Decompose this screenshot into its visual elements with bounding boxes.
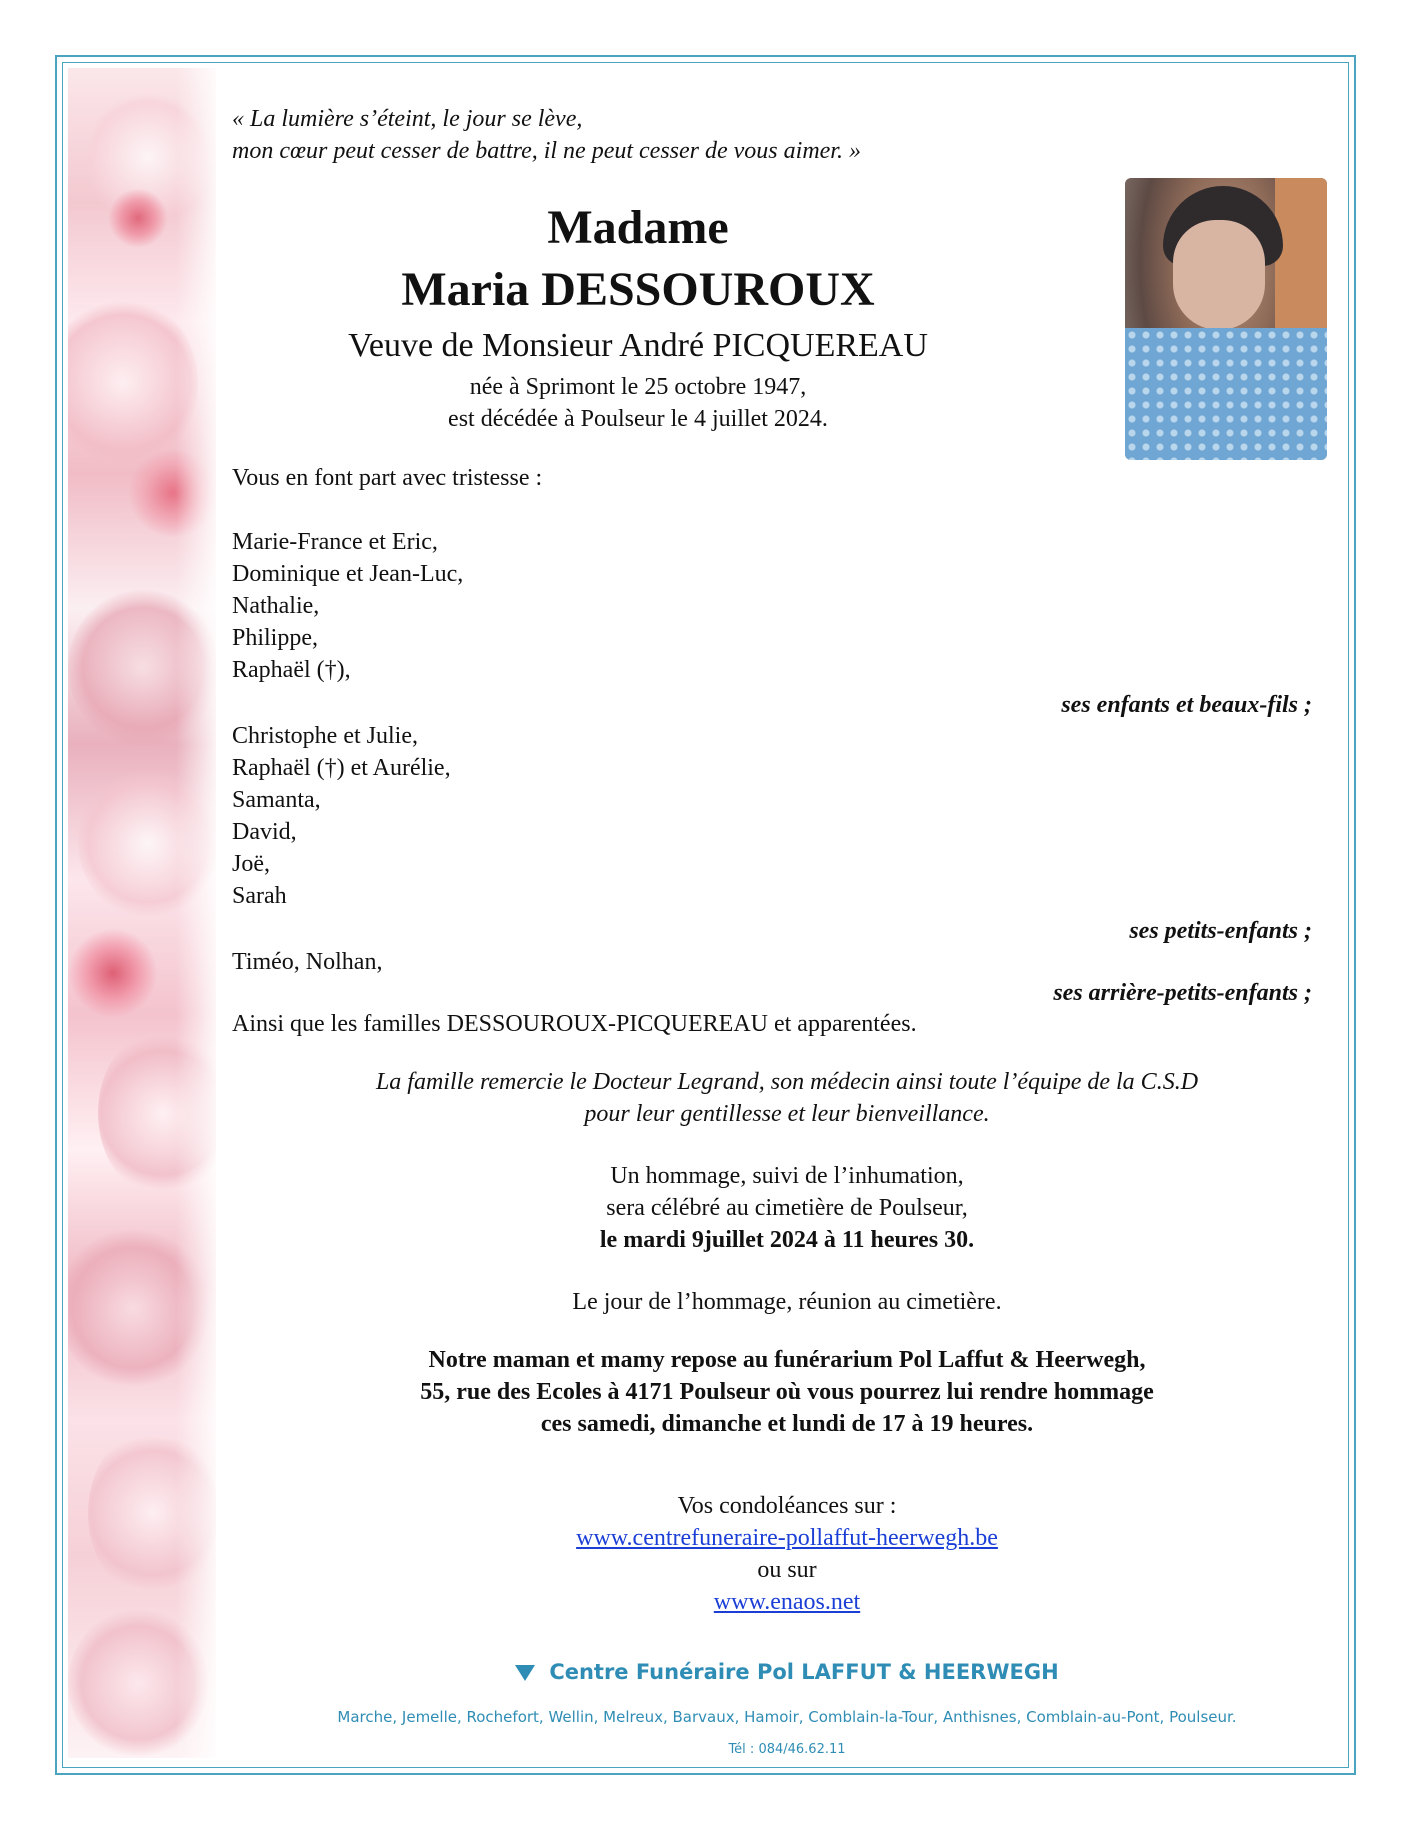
rest-line-2: 55, rue des Ecoles à 4171 Poulseur où vous pourrez lui rendre hommage bbox=[420, 1379, 1154, 1405]
list-item: Philippe, bbox=[232, 625, 319, 651]
great-grandchildren-list bbox=[232, 946, 382, 978]
ceremony-line-1: Un hommage, suivi de l’inhumation, bbox=[610, 1163, 964, 1189]
children-list bbox=[232, 526, 463, 686]
ceremony-date: le mardi 9juillet 2024 à 11 heures 30. bbox=[599, 1227, 975, 1253]
rest-line-1: Notre maman et mamy repose au funérarium Pol Laffut & Heerwegh, bbox=[428, 1347, 1146, 1373]
list-item: Raphaël (†) et Aurélie, bbox=[232, 755, 451, 781]
children-label: ses enfants et beaux-fils ; bbox=[1061, 692, 1312, 718]
death-line: est décédée à Poulseur le 4 juillet 2024. bbox=[448, 406, 828, 432]
footer-locations: Marche, Jemelle, Rochefort, Wellin, Melreux, Barvaux, Hamoir, Comblain-la-Tour, Anthisnes, Comblain-au-Pont, Poulseur. bbox=[337, 1708, 1237, 1726]
footer-company-name: Centre Funéraire Pol LAFFUT & HEERWEGH bbox=[549, 1660, 1059, 1684]
grandchildren-label: ses petits-enfants ; bbox=[1129, 918, 1312, 944]
footer-phone: Tél : 084/46.62.11 bbox=[728, 1742, 846, 1757]
intro-text: Vous en font part avec tristesse : bbox=[232, 465, 543, 491]
website-link-funeral-center[interactable]: www.centrefuneraire-pollaffut-heerwegh.be bbox=[576, 1525, 998, 1551]
list-item: Nathalie, bbox=[232, 593, 320, 619]
list-item: Dominique et Jean-Luc, bbox=[232, 561, 464, 587]
thanks-line-1: La famille remercie le Docteur Legrand, son médecin ainsi toute l’équipe de la C.S.D bbox=[375, 1069, 1199, 1095]
list-item: Samanta, bbox=[232, 787, 321, 813]
ceremony-line-2: sera célébré au cimetière de Poulseur, bbox=[606, 1195, 968, 1221]
list-item: Marie-France et Eric, bbox=[232, 529, 438, 555]
families-line: Ainsi que les familles DESSOUROUX-PICQUEREAU et apparentées. bbox=[232, 1011, 917, 1037]
list-item: Sarah bbox=[232, 883, 287, 909]
quote-line-2: mon cœur peut cesser de battre, il ne peut cesser de vous aimer. » bbox=[232, 138, 861, 164]
condolences-link-row bbox=[232, 1522, 1342, 1554]
condolences-or: ou sur bbox=[757, 1557, 817, 1583]
website-link-enaos[interactable]: www.enaos.net bbox=[713, 1589, 861, 1615]
deceased-name: Maria DESSOUROUX bbox=[401, 263, 875, 316]
cherry-blossom-image bbox=[68, 68, 216, 1758]
gathering-line: Le jour de l’hommage, réunion au cimetière. bbox=[572, 1289, 1002, 1315]
great-grandchildren-label: ses arrière-petits-enfants ; bbox=[1053, 980, 1312, 1006]
list-item: Raphaël (†), bbox=[232, 657, 351, 683]
portrait-photo bbox=[1125, 178, 1327, 460]
rest-line-3: ces samedi, dimanche et lundi de 17 à 19 heures. bbox=[540, 1411, 1034, 1437]
list-item: David, bbox=[232, 819, 297, 845]
triangle-down-icon bbox=[515, 1665, 535, 1681]
list-item: Christophe et Julie, bbox=[232, 723, 418, 749]
grandchildren-list bbox=[232, 720, 451, 912]
list-item: Joë, bbox=[232, 851, 270, 877]
footer-company bbox=[232, 1660, 1342, 1684]
condolences-link-row-2 bbox=[232, 1586, 1342, 1618]
condolences-intro: Vos condoléances sur : bbox=[677, 1493, 897, 1519]
quote-line-1: « La lumière s’éteint, le jour se lève, bbox=[232, 106, 583, 132]
thanks-line-2: pour leur gentillesse et leur bienveillance. bbox=[584, 1101, 990, 1127]
list-item: Timéo, Nolhan, bbox=[232, 949, 383, 975]
widow-line: Veuve de Monsieur André PICQUEREAU bbox=[348, 327, 928, 364]
birth-line: née à Sprimont le 25 octobre 1947, bbox=[469, 374, 807, 400]
deceased-title: Madame bbox=[547, 201, 729, 254]
